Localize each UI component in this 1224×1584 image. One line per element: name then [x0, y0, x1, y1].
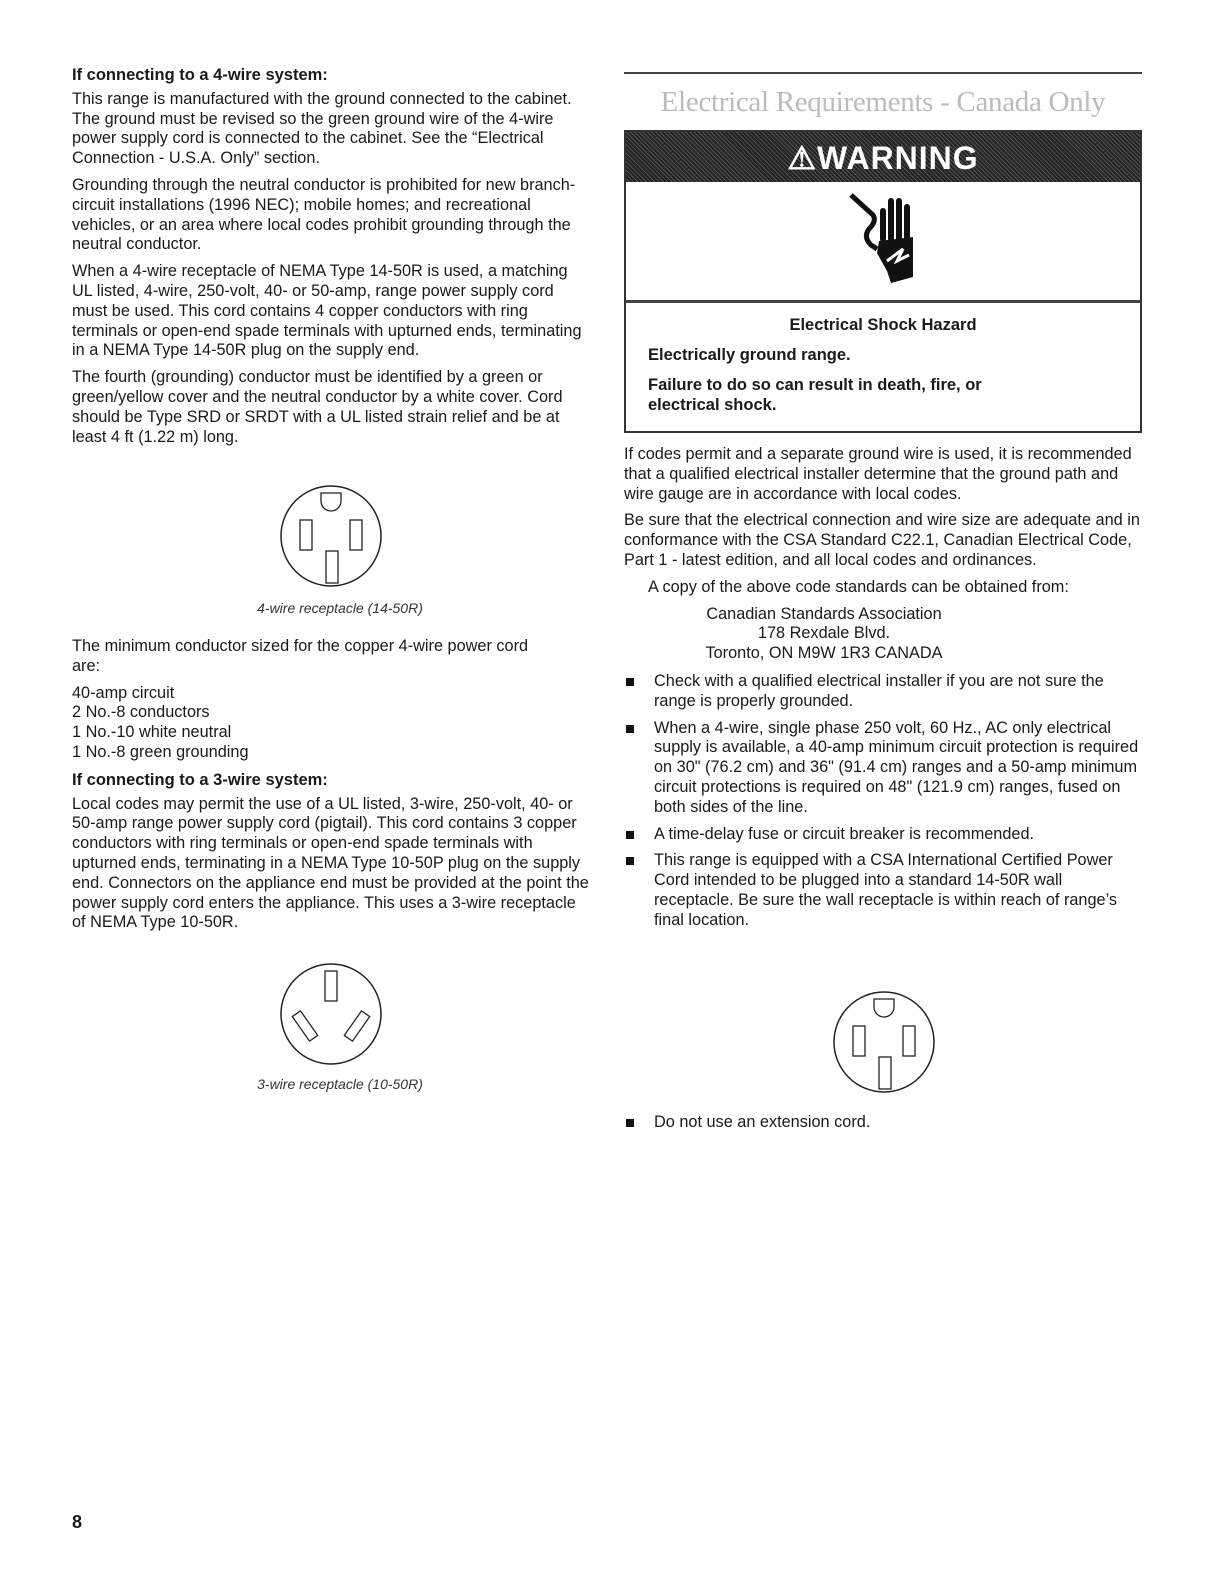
- four-wire-receptacle-diagram: [278, 483, 384, 589]
- conductor-section: [72, 637, 590, 940]
- warning-triangle-icon: ⚠: [787, 140, 818, 176]
- bullet-item: When a 4-wire, single phase 250 volt, 60 Hz., AC only electrical supply is available, a 40-amp minimum circuit protection is required on 30" (76.2 cm) and 36" (91.4 cm) ranges and a 50-amp minimum circuit protections is required on 48" (121.9 cm) ranges, fused on both sides of the line.: [624, 719, 1142, 818]
- bullet-item: Do not use an extension cord.: [624, 1113, 1142, 1133]
- shock-hazard-icon: [626, 182, 1140, 303]
- list-item: 1 No.-8 green grounding: [72, 742, 249, 761]
- paragraph: When a 4-wire receptacle of NEMA Type 14-50R is used, a matching UL listed, 4-wire, 250-volt, 40- or 50-amp, range power supply cord must be used. This cord contains 4 copper conductors with ring terminals or open-end spade terminals with upturned ends, terminating in a NEMA Type 14-50R plug on the supply end.: [72, 262, 582, 360]
- bullet-item: A time-delay fuse or circuit breaker is recommended.: [624, 825, 1142, 845]
- warning-header: [626, 132, 1140, 182]
- four-wire-section: [72, 66, 590, 454]
- warning-box: [624, 130, 1142, 433]
- three-wire-receptacle-diagram: [278, 961, 384, 1067]
- copy-text: A copy of the above code standards can be obtained from:: [648, 577, 1069, 596]
- paragraph: This range is manufactured with the ground connected to the cabinet. The ground must be revised so the green ground wire of the 4-wire power supply cord is connected to the cabinet. See the “Electrical Connection - U.S.A. Only” section.: [72, 89, 572, 168]
- three-wire-heading: If connecting to a 3-wire system:: [72, 770, 328, 789]
- min-conductor-text: The minimum conductor sized for the copper 4-wire power cord are:: [72, 637, 529, 675]
- section-divider: [624, 72, 1142, 74]
- list-item: 40-amp circuit: [72, 683, 175, 702]
- warning-consequence: Failure to do so can result in death, fire, or electrical shock.: [648, 376, 982, 414]
- address-line: Toronto, ON M9W 1R3 CANADA: [705, 644, 943, 663]
- warning-body: [626, 303, 1140, 435]
- address-line: 178 Rexdale Blvd.: [757, 624, 891, 643]
- page-number: 8: [72, 1512, 83, 1532]
- three-wire-caption: 3-wire receptacle (10-50R): [257, 1076, 423, 1092]
- address-line: Canadian Standards Association: [706, 604, 942, 623]
- canada-receptacle-diagram: [831, 989, 937, 1095]
- paragraph: Grounding through the neutral conductor is prohibited for new branch-circuit installations (1996 NEC); mobile homes; and recreational vehicles, or an area where local codes prohibit grounding through the neutral conductor.: [72, 175, 576, 254]
- final-bullet-section: [624, 1113, 1142, 1140]
- warning-hazard-title: Electrical Shock Hazard: [789, 316, 977, 334]
- address: [624, 605, 1024, 664]
- warning-instruction: Electrically ground range.: [648, 346, 851, 364]
- warning-label: WARNING: [817, 140, 979, 176]
- conductor-list: [72, 684, 590, 763]
- canada-section: [624, 445, 1142, 938]
- four-wire-caption: 4-wire receptacle (14-50R): [257, 600, 423, 616]
- paragraph: Local codes may permit the use of a UL listed, 3-wire, 250-volt, 40- or 50-amp range power supply cord (pigtail). This cord contains 3 copper conductors with ring terminals or open-end spade terminals with upturned ends, terminating in a NEMA Type 10-50P plug on the supply end. Connectors on the appliance end must be provided at the point the power supply cord enters the appliance. This uses a 3-wire receptacle of NEMA Type 10-50R.: [72, 794, 589, 932]
- bullet-item: This range is equipped with a CSA International Certified Power Cord intended to be plugged into a standard 14-50R wall receptacle. Be sure the wall receptacle is within reach of range’s final location.: [624, 851, 1142, 930]
- paragraph: Be sure that the electrical connection and wire size are adequate and in conformance with the CSA Standard C22.1, Canadian Electrical Code, Part 1 - latest edition, and all local codes and ordinances.: [624, 511, 1140, 569]
- bullet-list: [624, 672, 1142, 931]
- bullet-item: Check with a qualified electrical installer if you are not sure the range is properly grounded.: [624, 672, 1142, 712]
- list-item: 2 No.-8 conductors: [72, 703, 210, 722]
- four-wire-heading: If connecting to a 4-wire system:: [72, 66, 328, 84]
- paragraph: The fourth (grounding) conductor must be identified by a green or green/yellow cover and the neutral conductor by a white cover. Cord should be Type SRD or SRDT with a UL listed strain relief and be at least 4 ft (1.22 m) long.: [72, 368, 563, 446]
- section-title: Electrical Requirements - Canada Only: [660, 86, 1106, 118]
- paragraph: If codes permit and a separate ground wire is used, it is recommended that a qualified electrical installer determine that the ground path and wire gauge are in accordance with local codes.: [624, 445, 1132, 503]
- list-item: 1 No.-10 white neutral: [72, 723, 232, 742]
